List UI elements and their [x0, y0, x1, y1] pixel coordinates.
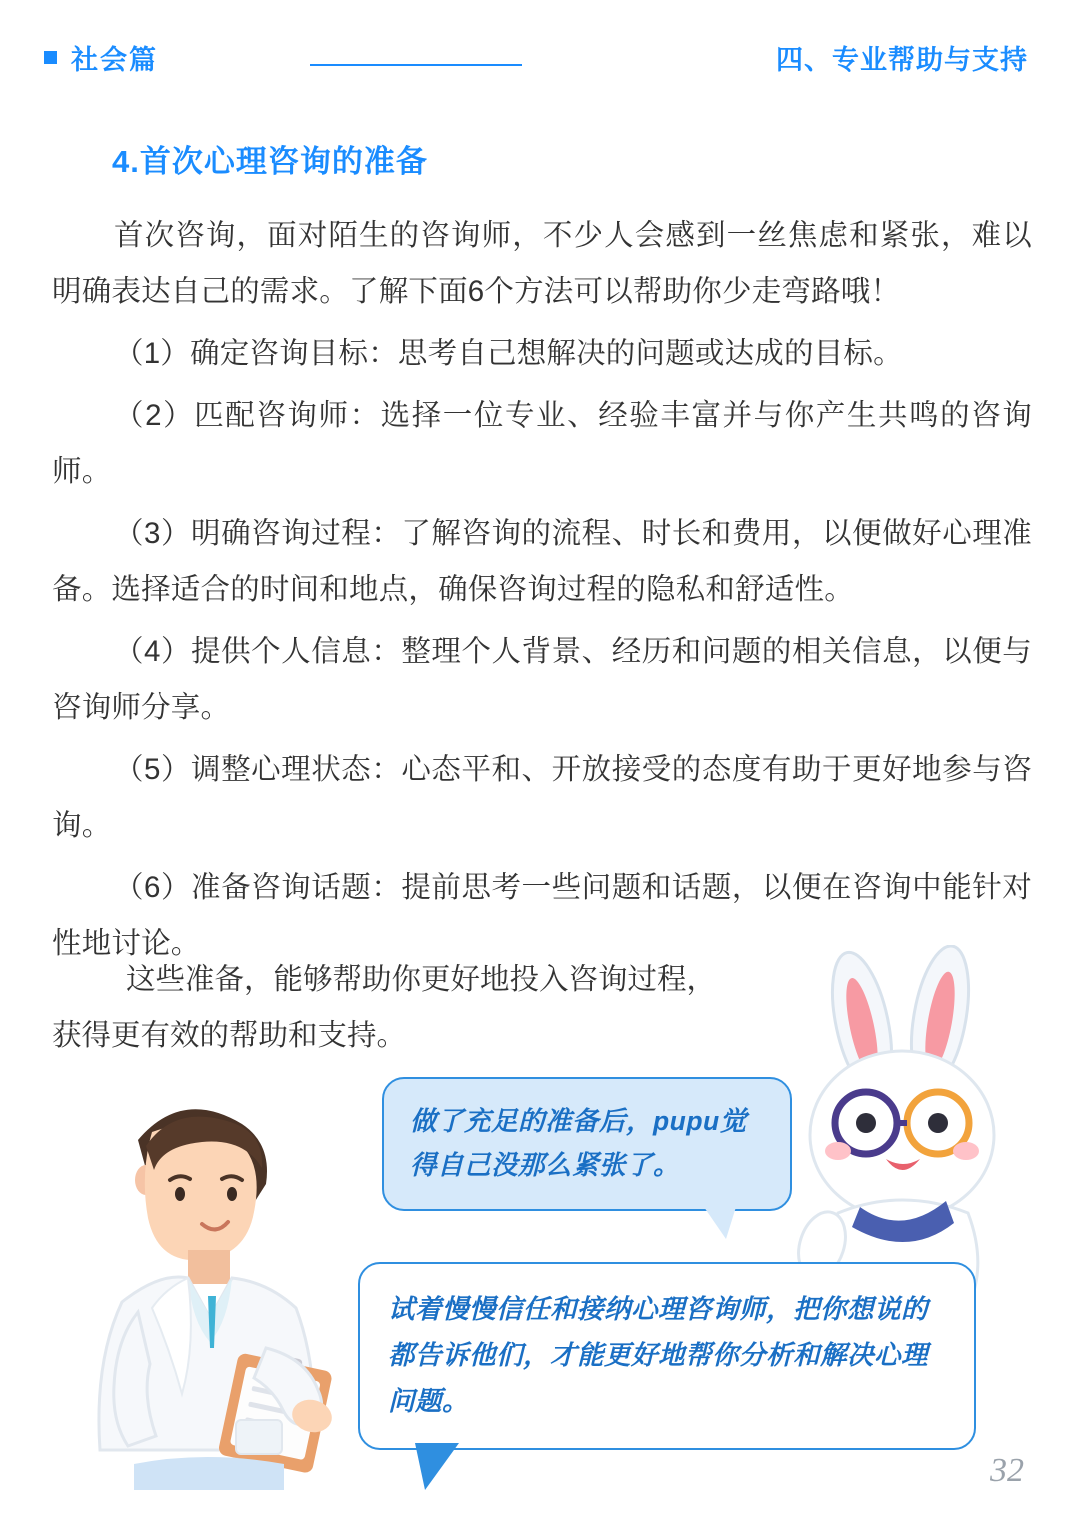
article-body [52, 208, 1032, 972]
closing-paragraph [52, 952, 792, 1064]
list-item: （6）准备咨询话题：提前思考一些问题和话题，以便在咨询中能针对性地讨论。 [52, 871, 1032, 960]
page-number: 32 [990, 1452, 1024, 1489]
rabbit-mascot-illustration [790, 945, 1040, 1295]
bullet-square-icon [44, 51, 57, 64]
closing-line-2: 获得更有效的帮助和支持。 [52, 1019, 407, 1052]
header-section-label: 四、专业帮助与支持 [776, 45, 1028, 75]
list-item: （5）调整心理状态：心态平和、开放接受的态度有助于更好地参与咨询。 [52, 753, 1032, 842]
rabbit-speech-bubble [382, 1077, 792, 1211]
list-item: （2）匹配咨询师：选择一位专业、经验丰富并与你产生共鸣的咨询师。 [52, 399, 1032, 488]
rabbit-bubble-tail [704, 1207, 736, 1239]
list-item: （4）提供个人信息：整理个人背景、经历和问题的相关信息，以便与咨询师分享。 [52, 635, 1032, 724]
closing-line-1: 这些准备，能够帮助你更好地投入咨询过程， [126, 963, 717, 996]
doctor-speech-text: 试着慢慢信任和接纳心理咨询师，把你想说的都告诉他们，才能更好地帮你分析和解决心理问题。 [388, 1294, 928, 1416]
doctor-illustration [60, 1060, 390, 1490]
doctor-bubble-tail [418, 1446, 456, 1488]
header-left-group [44, 38, 158, 77]
header-divider-line [310, 64, 522, 66]
list-item: （1）确定咨询目标：思考自己想解决的问题或达成的目标。 [114, 337, 903, 370]
rabbit-speech-text: 做了充足的准备后，pupu觉得自己没那么紧张了。 [410, 1106, 747, 1180]
paragraph-intro: 首次咨询，面对陌生的咨询师，不少人会感到一丝焦虑和紧张，难以明确表达自己的需求。了解下面6个方法可以帮助你少走弯路哦！ [52, 219, 1032, 308]
list-item: （3）明确咨询过程：了解咨询的流程、时长和费用，以便做好心理准备。选择适合的时间和地点，确保咨询过程的隐私和舒适性。 [52, 517, 1032, 606]
doctor-speech-bubble [358, 1262, 976, 1450]
page-title: 4.首次心理咨询的准备 [112, 144, 428, 179]
header-chapter-label: 社会篇 [71, 45, 158, 75]
page-header [0, 38, 1080, 84]
